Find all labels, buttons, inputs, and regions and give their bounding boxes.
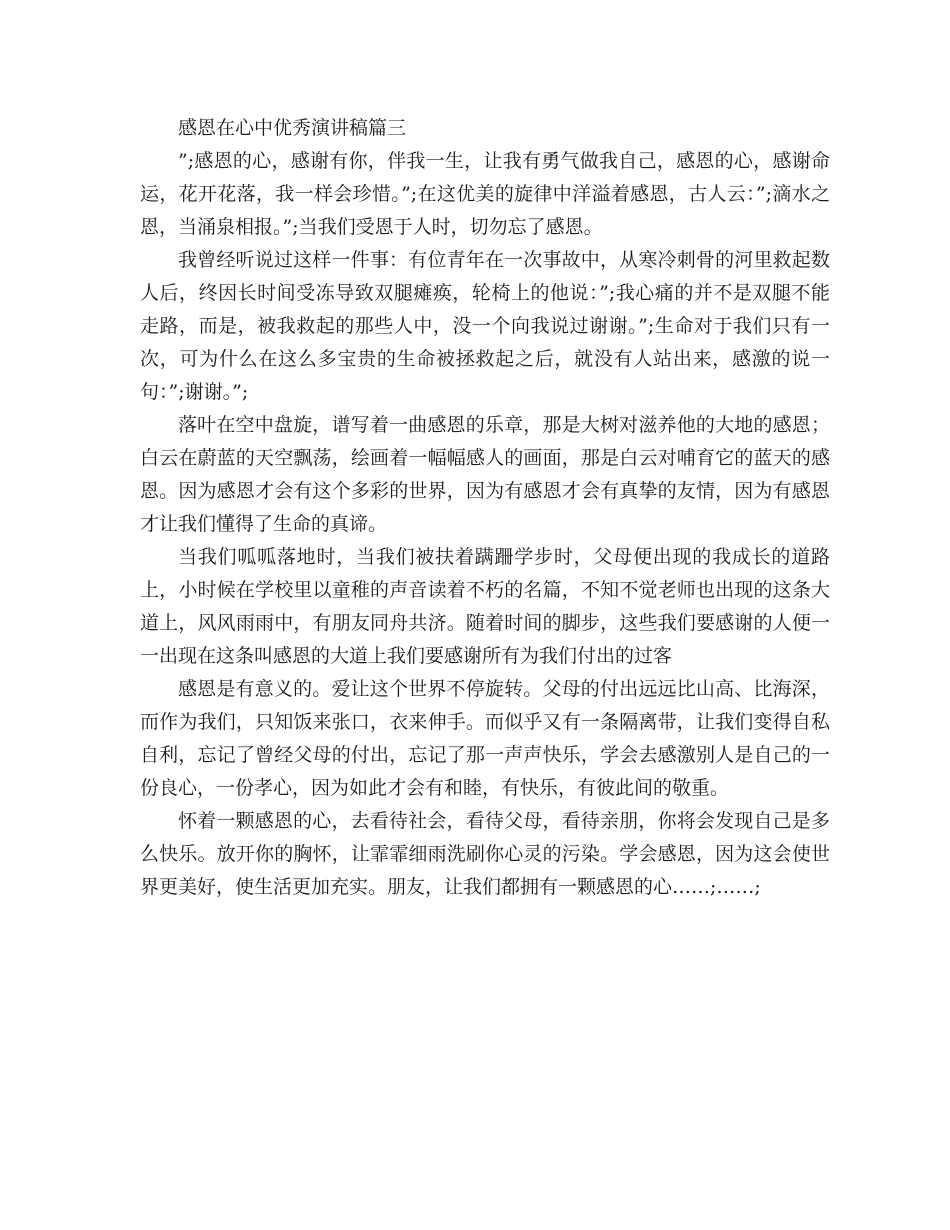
document-title: 感恩在心中优秀演讲稿篇三 <box>178 117 407 139</box>
paragraph-5: 感恩是有意义的。爱让这个世界不停旋转。父母的付出远远比山高、比海深，而作为我们，只知饭来张口，衣来伸手。而似乎又有一条隔离带，让我们变得自私自利，忘记了曾经父母的付出，忘记了那一声声快乐，学会去感激别人是自己的一份良心，一份孝心，因为如此才会有和睦，有快乐，有彼此间的敬重。 <box>140 678 830 799</box>
paragraph-4: 当我们呱呱落地时，当我们被扶着蹒跚学步时，父母便出现的我成长的道路上，小时候在学校里以童稚的声音读着不朽的名篇，不知不觉老师也出现的这条大道上，风风雨雨中，有朋友同舟共济。随着时间的脚步，这些我们要感谢的人便一一出现在这条叫感恩的大道上我们要感谢所有为我们付出的过客 <box>140 546 830 667</box>
paragraph-1: ”;感恩的心，感谢有你，伴我一生，让我有勇气做我自己，感恩的心，感谢命运，花开花落，我一样会珍惜。”;在这优美的旋律中洋溢着感恩，古人云：”;滴水之恩，当涌泉相报。”;当我们受恩于人时，切勿忘了感恩。 <box>140 150 830 238</box>
paragraph-3: 落叶在空中盘旋，谱写着一曲感恩的乐章，那是大树对滋养他的大地的感恩；白云在蔚蓝的天空飘荡，绘画着一幅幅感人的画面，那是白云对哺育它的蓝天的感恩。因为感恩才会有这个多彩的世界，因为有感恩才会有真挚的友情，因为有感恩才让我们懂得了生命的真谛。 <box>140 414 830 535</box>
paragraph-6: 怀着一颗感恩的心，去看待社会，看待父母，看待亲朋，你将会发现自己是多么快乐。放开你的胸怀，让霏霏细雨洗刷你心灵的污染。学会感恩，因为这会使世界更美好，使生活更加充实。朋友，让我们都拥有一颗感恩的心……;……; <box>140 810 830 898</box>
paragraph-2: 我曾经听说过这样一件事：有位青年在一次事故中，从寒冷刺骨的河里救起数人后，终因长时间受冻导致双腿瘫痪，轮椅上的他说：”;我心痛的并不是双腿不能走路，而是，被我救起的那些人中，没一个向我说过谢谢。”;生命对于我们只有一次，可为什么在这么多宝贵的生命被拯救起之后，就没有人站出来，感激的说一句：”;谢谢。”; <box>140 249 830 403</box>
document-page <box>140 112 830 904</box>
